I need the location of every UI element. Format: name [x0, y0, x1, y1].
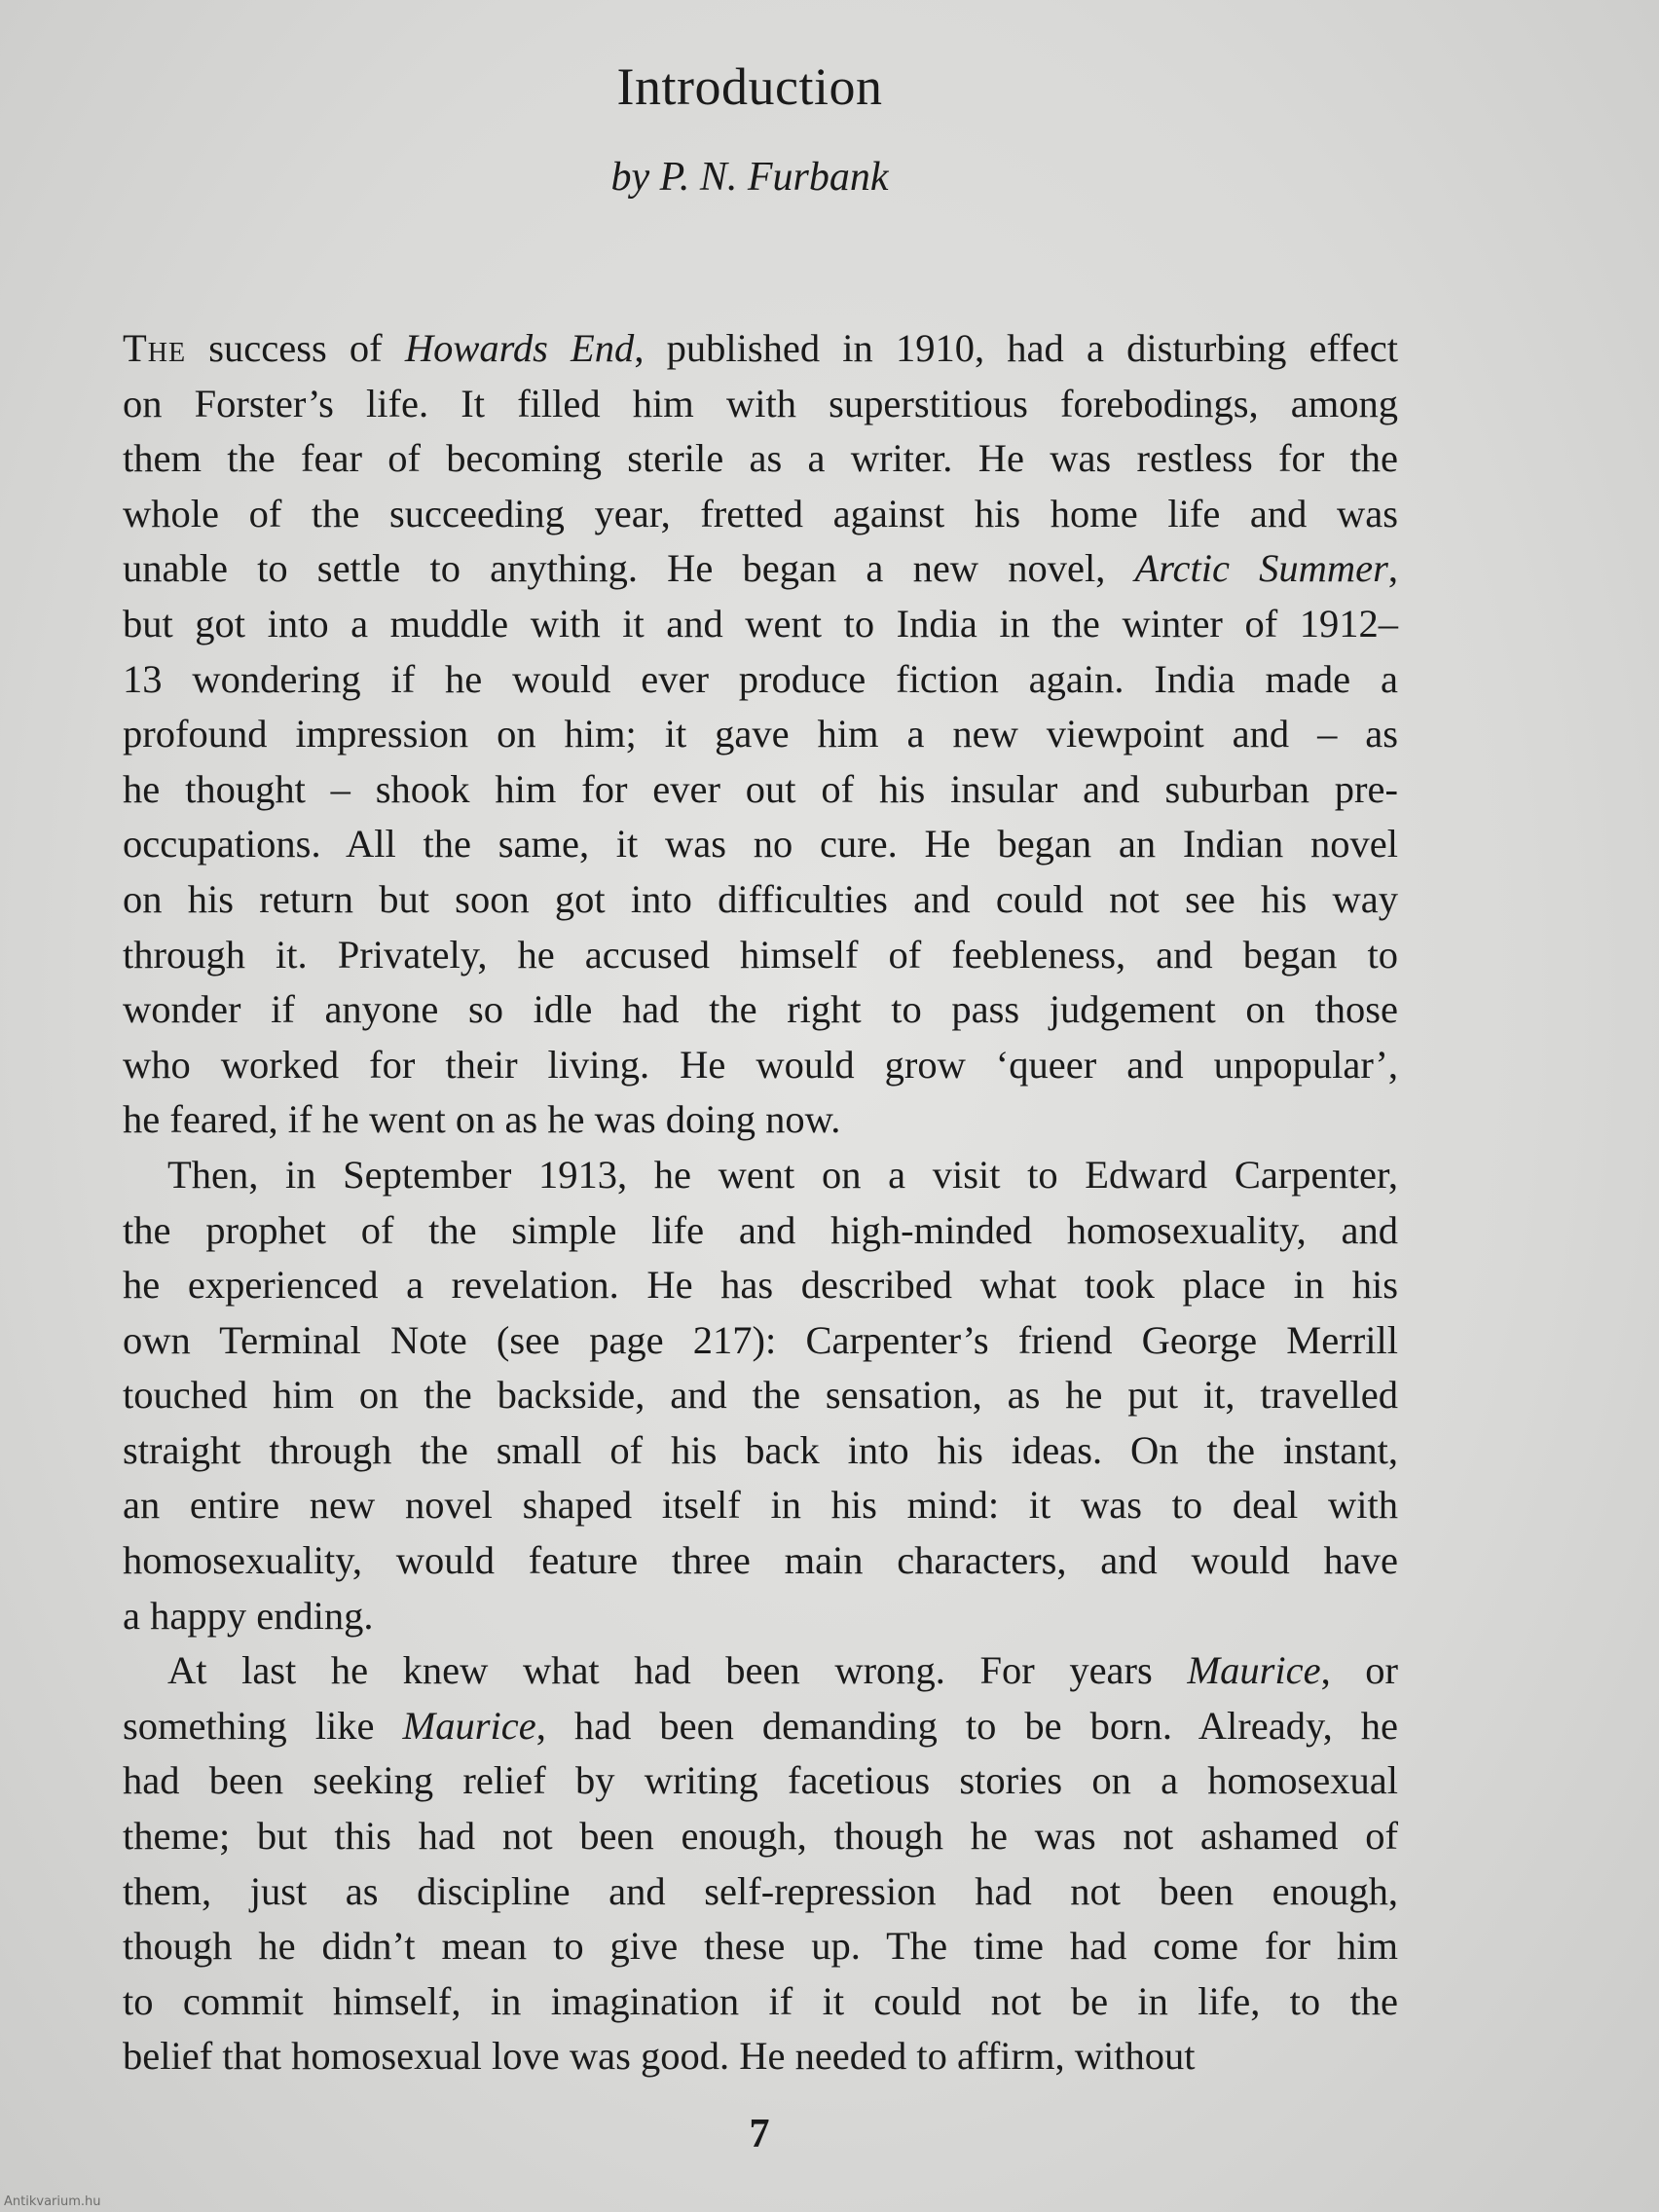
text-line	[123, 1258, 1398, 1313]
text-line	[123, 928, 1398, 983]
text-segment: , had been demanding to be born. Already, he	[535, 1703, 1398, 1748]
paragraph	[123, 1643, 1398, 2084]
text-segment: , or	[1320, 1648, 1398, 1693]
text-segment: had been seeking relief by writing facetious stories on a homosexual	[123, 1758, 1398, 1803]
text-segment: At last he knew what had been wrong. For years	[167, 1648, 1188, 1693]
text-line	[123, 982, 1398, 1038]
paragraph	[123, 321, 1398, 1148]
text-segment: but got into a muddle with it and went to India in the winter of 1912–	[123, 601, 1398, 645]
text-segment: on Forster’s life. It filled him with superstitious forebodings, among	[123, 381, 1398, 425]
text-line	[123, 1038, 1398, 1093]
text-segment: 13 wondering if he would ever produce fiction again. India made a	[123, 656, 1398, 701]
text-segment: a happy ending.	[123, 1593, 374, 1638]
italic-title: Howards End	[404, 326, 635, 370]
text-segment: on his return but soon got into difficulties and could not see his way	[123, 876, 1398, 921]
text-segment: he thought – shook him for ever out of his insular and suburban pre-	[123, 766, 1398, 811]
text-segment: profound impression on him; it gave him a new viewpoint and – as	[123, 712, 1398, 756]
text-line	[123, 762, 1398, 818]
text-line	[123, 652, 1398, 708]
text-line	[123, 1699, 1398, 1754]
text-line	[123, 1589, 1398, 1644]
text-segment: he feared, if he went on as he was doing now.	[123, 1097, 841, 1142]
text-segment: to commit himself, in imagination if it could not be in life, to the	[123, 1978, 1398, 2023]
chapter-title: Introduction	[616, 57, 883, 116]
text-line	[123, 1423, 1398, 1479]
text-line	[123, 1974, 1398, 2030]
text-segment: through it. Privately, he accused himself of feebleness, and began to	[123, 932, 1398, 977]
text-line	[123, 377, 1398, 432]
text-line	[123, 872, 1398, 928]
text-line	[123, 1643, 1398, 1699]
paragraph	[123, 1148, 1398, 1643]
italic-title: Arctic Summer	[1134, 546, 1388, 591]
text-segment: though he didn’t mean to give these up. The time had come for him	[123, 1924, 1398, 1969]
body-text	[123, 321, 1398, 2084]
text-line	[123, 1148, 1398, 1203]
text-segment: own Terminal Note (see page 217): Carpenter’s friend George Merrill	[123, 1317, 1398, 1362]
text-line	[123, 1533, 1398, 1589]
text-line	[123, 1092, 1398, 1148]
text-line	[123, 487, 1398, 542]
text-segment: touched him on the backside, and the sensation, as he put it, travelled	[123, 1373, 1398, 1418]
italic-title: Maurice	[1187, 1648, 1321, 1693]
text-segment: them, just as discipline and self-repression had not been enough,	[123, 1868, 1398, 1913]
text-segment: he experienced a revelation. He has described what took place in his	[123, 1263, 1398, 1308]
text-segment: unable to settle to anything. He began a new novel,	[123, 546, 1135, 591]
watermark-text: Antikvarium.hu	[4, 2194, 101, 2209]
text-line	[123, 707, 1398, 762]
italic-title: Maurice	[402, 1703, 536, 1748]
text-segment: theme; but this had not been enough, though he was not ashamed of	[123, 1814, 1398, 1859]
text-line	[123, 817, 1398, 872]
text-segment: ,	[1387, 546, 1399, 591]
small-caps-opening: The	[123, 326, 187, 370]
text-segment: , published in 1910, had a disturbing effect	[634, 326, 1398, 370]
text-segment: something like	[123, 1703, 403, 1748]
text-line	[123, 1313, 1398, 1369]
text-line	[123, 1753, 1398, 1809]
page-number: 7	[749, 2112, 770, 2157]
text-line	[123, 2029, 1398, 2084]
text-segment: straight through the small of his back into his ideas. On the instant,	[123, 1427, 1398, 1472]
text-line	[123, 1864, 1398, 1920]
text-line	[123, 1809, 1398, 1864]
text-segment: the prophet of the simple life and high-minded homosexuality, and	[123, 1207, 1398, 1252]
text-line	[123, 541, 1398, 597]
text-line	[123, 1478, 1398, 1533]
text-line	[123, 431, 1398, 487]
text-segment: whole of the succeeding year, fretted against his home life and was	[123, 491, 1398, 535]
text-line	[123, 597, 1398, 652]
text-segment: occupations. All the same, it was no cure. He began an Indian novel	[123, 822, 1398, 866]
text-segment: success of	[186, 326, 405, 370]
text-segment: wonder if anyone so idle had the right to pass judgement on those	[123, 987, 1398, 1032]
text-segment: belief that homosexual love was good. He needed to affirm, without	[123, 2034, 1196, 2079]
text-line	[123, 321, 1398, 377]
text-segment: an entire new novel shaped itself in his mind: it was to deal with	[123, 1483, 1398, 1528]
author-byline: by P. N. Furbank	[610, 155, 889, 200]
text-segment: them the fear of becoming sterile as a writer. He was restless for the	[123, 436, 1398, 481]
text-line	[123, 1919, 1398, 1974]
text-line	[123, 1368, 1398, 1423]
text-segment: Then, in September 1913, he went on a visit to Edward Carpenter,	[167, 1152, 1398, 1197]
text-segment: homosexuality, would feature three main characters, and would have	[123, 1538, 1398, 1583]
text-segment: who worked for their living. He would grow ‘queer and unpopular’,	[123, 1042, 1398, 1087]
text-line	[123, 1203, 1398, 1259]
